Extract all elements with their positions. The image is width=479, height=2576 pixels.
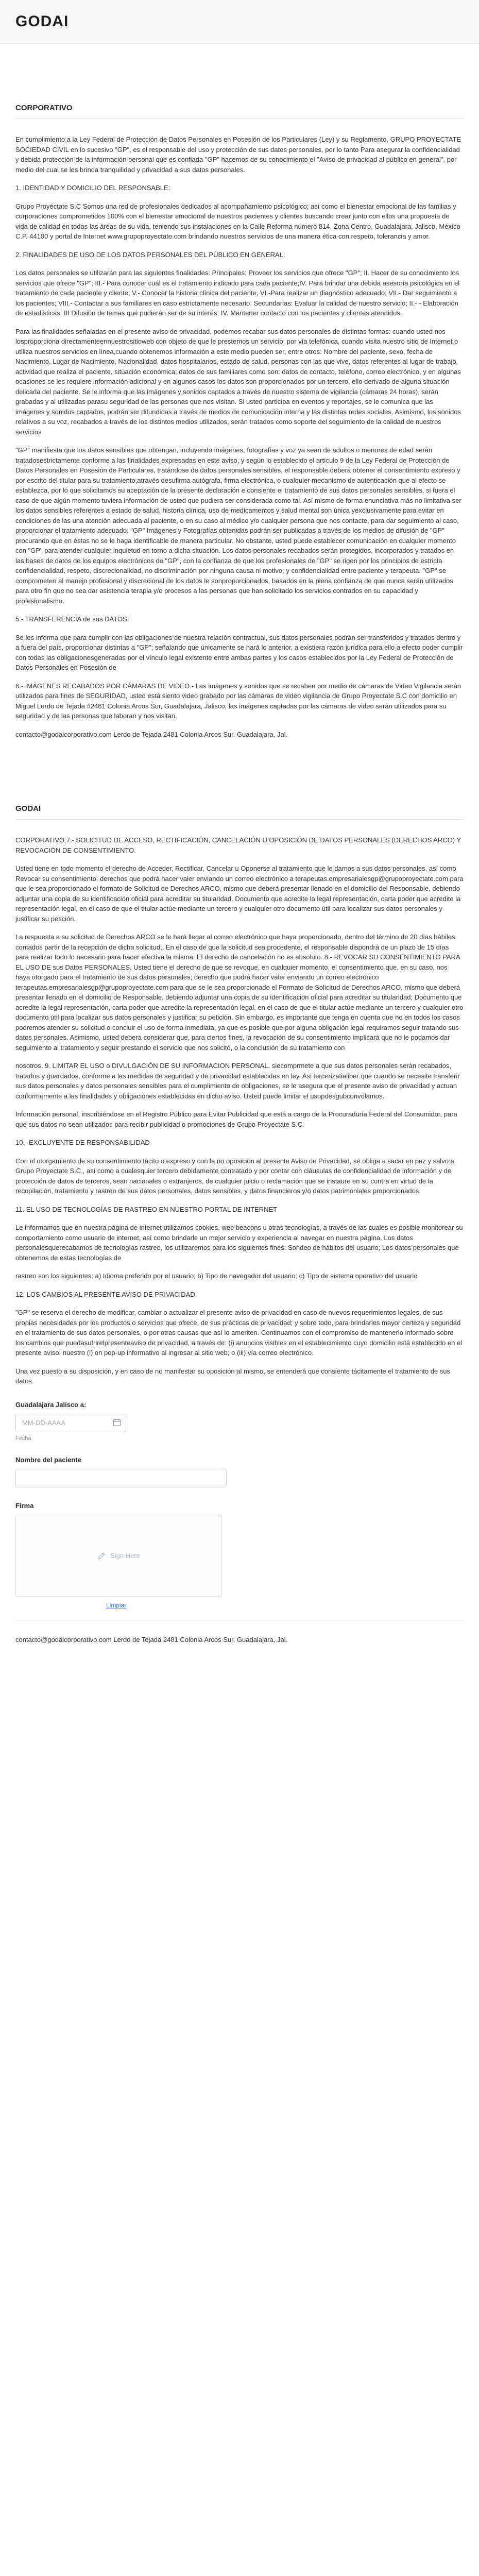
signature-field-group [15,1502,464,1609]
signature-pad[interactable] [15,1515,221,1597]
section-title-corporativo: CORPORATIVO [15,44,464,119]
paragraph: Para las finalidades señaladas en el presente aviso de privacidad, podemos recabar sus datos personales de distintas formas: cuando usted nos losproporciona directamenteennuestrositioweb con objeto de que le prestemos un servicio; por vía telefónica, cuando visita nuestro sitio de Internet o utiliza nuestros servicios en línea,cuando obtenemos información a este medio pueden ser, entre otros: Nombre del paciente, sexo, fecha de Nacimiento, Lugar de Nacimiento, Nacionalidad, datos hospitalarios, estado de salud, personas con las que vive, datos referentes al lugar de trabajo, actividad que realiza el paciente, situación económica; datos de sus familiares como son: datos de contacto, teléfono, correo electrónico, y en algunas ocasiones se les requiere información adicional y en algunos casos los datos son proporcionados por un tercero, ello derivado de alguna situación delicada del paciente. Se le informa que las imágenes y sonidos captados a través de nuestro sistema de vigilancia (cámaras 24 horas), serán grabadas y al utilizadas parasu seguridad de las personas que nos visitan. Si usted participa en eventos y reportajes, se le comunica que las imágenes y sonidos captados, podrán ser difundidas a través de medios de comunicación interna y las distintas redes sociales. Asimismo, los sonidos relativos a su voz, recabados a través de los distintos medios utilizados, serán tratados como soporte del seguimiento de la calidad de nuestros servicios [15,327,461,436]
date-field-group [15,1401,464,1442]
date-help-text: Fecha [15,1435,31,1442]
paragraph: Usted tiene en todo momento el derecho de Acceder, Rectificar, Cancelar u Oponerse al tratamiento que le damos a sus datos personales, así como Revocar su consentimiento; derechos que podrá hacer valer enviando un correo electrónico a terapeutas.empresarialesgp@grupoproyectate.com para que le sea proporcionado el formato de Solicitud de Derechos ARCO, mismo que deberá presentar llenado en el domicilio del Responsable, debiendo adjuntar una copia de su identificación oficial para acreditar su titularidad. Documento que acredite la legal representación, carta poder que acredite la representación legal, en el caso de que el titular actúe mediante un tercero y cualquier otro documento útil para localizar sus datos personales y justificar su petición. [15,865,464,923]
paragraph-heading: 1. IDENTIDAD Y DOMICILIO DEL RESPONSABLE: [15,184,170,192]
paragraph: La respuesta a su solicitud de Derechos ARCO se le hará llegar al correo electrónico que haya proporcionado, dentro del término de 20 días hábiles contados partir de la recepción de dicha solicitud;. En el caso de que la solicitud sea procedente, el responsable dispondrá de un plazo de 15 días para realizar todo lo necesario para hacer efectiva la misma. El derecho de cancelación no es absoluto. 8.- REVOCAR SU CONSENTIMIENTO PARA EL USO DE sus Datos PERSONALES. Usted tiene el derecho de que se revoque, en cualquier momento, el consentimiento que, en su caso, nos haya otorgado para el tratamiento de sus datos personales; derecho que podrá hacer valer enviando un correo electrónico terapeutas.empresarialesgp@grupoproyectate.com para que se le sea proporcionado el Formato de Solicitud de Derechos ARCO, mismo que deberá presentar llenado en el domicilio de Responsable, debiendo adjuntar una copia de su identificación oficial para acreditar su titularidad; Documento que acredite la legal representación, carta poder que acredite la representación legal, en el caso de que el titular actúe mediante un tercero y cualquier otro documento útil para localizar sus datos personales y justificar su petición. Sin embargo, es importante que tenga en cuenta que no en todos los casos podremos atender su solicitud o concluir el uso de forma inmediata, ya que es posible que por alguna obligación legal requiramos seguir tratando sus datos personales. Asimismo, usted deberá considerar que, para ciertos fines, la revocación de su consentimiento implicará que no le podamos dar seguimiento al tratamiento y seguir prestando el servicio que nos solicitó, o la conclusión de su tratamiento con [15,933,464,1052]
paragraph-heading: 11. EL USO DE TECNOLOGÍAS DE RASTREO EN NUESTRO PORTAL DE INTERNET [15,1205,278,1213]
section-title-godai: GODAI [15,748,464,820]
paragraph-heading: 5.- TRANSFERENCIA de sus DATOS: [15,615,129,623]
pen-icon [97,1551,106,1561]
paragraph-heading: 12. LOS CAMBIOS AL PRESENTE AVISO DE PRIVACIDAD. [15,1290,197,1298]
paragraph-heading: CORPORATIVO 7.- SOLICITUD DE ACCESO, RECTIFICACIÓN, CANCELACIÓN U OPOSICIÓN DE DATOS PERSONALES (DERECHOS ARCO) Y REVOCACIÓN DE CONSENTIMIENTO. [15,836,461,854]
page-content [15,44,464,1645]
paragraph: "GP" se reserva el derecho de modificar, cambiar o actualizar el presente aviso de privacidad en caso de nuevos requerimientos legales, de sus propias necesidades por los productos o servicios que ofrece, de sus prácticas de privacidad; y sobre todo, para brindarles mayor certeza y seguridad en el tratamiento de sus datos personales, o por otras causas que así lo ameriten. Continuamos con el compromiso de mantenerlo informado sobre los cambios que puedasufrirelpresenteaviso de privacidad, a través de: (i) anuncios visibles en el establecimiento cuyo domicilio está establecido en el presente aviso; nuestro (i) on pop-up informativo al ingresar al sitio web; o (iii) vía correo electrónico. [15,1309,463,1357]
paragraph-heading: 2. FINALIDADES DE USO DE LOS DATOS PERSONALES DEL PÚBLICO EN GENERAL: [15,250,285,259]
calendar-icon[interactable] [113,1418,121,1427]
signature-hint-text: Sign Here [110,1552,140,1560]
contact-footer: contacto@godaicorporativo.com Lerdo de Tejada 2481 Colonia Arcos Sur. Guadalajara, Jal. [15,1635,288,1643]
paragraph: Le informamos que en nuestra página de internet utilizamos cookies, web beacons u otras tecnologías, a través de las cuales es posible monitorear su comportamiento como usuario de internet, así como brindarle un mejor servicio y experiencia al navegar en nuestra página. Los datos personalesquerecabamos de tecnologías rastreo, los utilizaremos para los siguientes fines: Sondeo de hábitos del usuario; Los datos personales que obtenemos de estas tecnologías de [15,1224,463,1262]
paragraph: En cumplimiento a la Ley Federal de Protección de Datos Personales en Posesión de los Particulares (Ley) y su Reglamento, GRUPO PROYECTATE SOCIEDAD CIVIL en lo sucesivo "GP", es el responsable del uso y protección de sus datos personales, por lo tanto Para asegurar la confidencialidad y debida protección de la información personal que es confiada "GP" hacemos de su conocimiento el "Aviso de privacidad al público en general", por medio del cual se les brinda tranquilidad y privacidad a sus datos personales. [15,135,461,174]
page-header [0,0,479,44]
date-label: Guadalajara Jalisco a: [15,1400,87,1409]
signature-hint [97,1551,140,1561]
paragraph: Se les informa que para cumplir con las obligaciones de nuestra relación contractual, sus datos personales podrán ser transferidos y tratados dentro y a fuera del país, proporcionar distintas a "GP"; señalando que únicamente se hará lo anterior, a existiera razón jurídica para ello a efecto poder cumplir con todas las obligacionesgeneradas por el vínculo legal existente entre ambas partes y los casos establecidos por la Ley Federal de Protección de Datos Personales en Posesión de [15,633,463,671]
brand-logo: GODAI [15,13,69,30]
paragraph: Información personal, inscribiéndose en el Registro Público para Evitar Publicidad que está a cargo de la Procuraduría Federal del Consumidor, para que sus datos no sean utilizados para recibir publicidad o promociones de Grupo Proyectate S.C. [15,1110,457,1128]
paragraph: "GP" manifiesta que los datos sensibles que obtengan, incluyendo imágenes, fotografías y voz ya sean de adultos o menores de edad serán tratadosestrictamente conforme a las finalidades expresadas en este aviso, y según lo establecido el artículo 9 de la Ley Federal de Protección de Datos Personales en Posesión de Particulares, tratándose de datos personales sensibles, el responsable deberá obtener el consentimiento expreso y por escrito del titular para su tratamiento,através desufirma autógrafa, firma electrónica, o cualquier mecanismo de autenticación que al efecto se establezca, por lo que solicitamos su aceptación de la presente declaración e consiente el tratamiento de sus datos personales sensibles, si fuera el caso de que algún momento tuviera información de usted que pudiera ser considerada como tal. Así mismo de forma enunciativa más no limitativa ser los datos sensibles referentes a estado de salud, historia clínica, uso de medicamentos y salud mental son única yexclusivamente para evitar en condiciones de las una atención adecuada al paciente, o en su caso al médico y/o cualquier persona que nos contacte, para dar seguimiento al caso, proporcionar el tratamiento adecuado. "GP" Imágenes y Fotografías obtenidas podrán ser publicadas a través de los medios de difusión de "GP" procurando que en éstas no se le haga identificable de manera particular. No obstante, usted puede establecer comunicación en cualquier momento con "GP" para atender cualquier inquietud en torno a dicha situación. Los datos personales recabados serán protegidos, incorporados y tratados en las bases de datos de los equipos electrónicos de "GP", con la confianza de que los profesionales de "GP" se rigen por los principios de estricta confidencialidad, respeto, discrecionalidad, no discriminación por ninguna causa ni motivo; y confidencialidad entre paciente y terapeuta. "GP" se comprometen al manejo profesional y discrecional de los datos le sonproporcionados, basados en la plena confianza de que nunca serán utilizados para otro fin que no sea dar asistencia terapia y/o procesos a las personas que han solicitado los servicios contrados en su capacidad y profesionalismo. [15,446,461,605]
contact-line: contacto@godaicorporativo.com Lerdo de Tejada 2481 Colonia Arcos Sur. Guadalajara, Jal. [15,730,288,738]
patient-name-input[interactable] [15,1469,227,1487]
paragraph: nosotros. 9. LIMITAR EL USO o DIVULGACIÓN DE SU INFORMACION PERSONAL. siecomprmete a que sus datos personales serán recabados, tratados y guardados, conforme a las medidas de seguridad y de privacidad establecidas en ley. Asi tercerizatialiber que cuando se necesite transferir sus datos personales y datos personales sensibles para el cumplimiento de obligaciones, se le asegura que el presente aviso de privacidad y actuan conformemente a las finalidades y obligaciones establecidas en dicho aviso. Usted puede limitar el usopdesgubconvolamos. [15,1062,460,1100]
paragraph: Los datos personales se utilizarán para las siguientes finalidades: Principales: Proveer los servicios que ofrece "GP"; II. Hacer de su conocimiento los servicios que ofrece "GP"; III.- Para conocer cuál es el tratamiento indicado para cada paciente;IV. Para brindar una debida asesoría psicológica en el tratamiento de cada paciente y cliente; V.- Conocer la historia clínica del paciente, VI.-Para realizar un diagnóstico adecuado; VII.- Dar seguimiento a los pacientes; VIII.- Contactar a sus familiares en caso estrictamente necesario. Secundarias: Evaluar la calidad de nuestro servicio; II.- - Elaboración de estadísticas. III Difusión de temas que pudieran ser de su interés; IV. Mantener contacto con los pacientes y clientes atendidos. [15,269,460,317]
paragraph: Una vez puesto a su disposición, y en caso de no manifestar su oposición al mismo, se entenderá que consiente tácitamente el tratamiento de sus datos. [15,1367,451,1385]
date-input[interactable] [15,1414,126,1432]
signature-label: Firma [15,1501,34,1510]
clear-signature-button[interactable]: Limpiar [103,1601,129,1609]
paragraph-heading: 10.- EXCLUYENTE DE RESPONSABILIDAD [15,1139,150,1146]
name-label: Nombre del paciente [15,1455,81,1464]
name-field-group [15,1456,464,1487]
paragraph: 6.- IMÁGENES RECABADOS POR CÁMARAS DE VIDEO.- Las imágenes y sonidos que se recaben por medio de cámaras de Video Vigilancia serán utilizados para fines de SEGURIDAD, usted está siento video grabado por las cámaras de video vigilancia de Grupo Proyectate S.C con domicilio en Miguel Lerdo de Tejada #2481 Colonia Arcos Sur, Guadalajara, Jalisco, las imágenes captadas por las cámaras de video serán utilizados para su seguridad y de las personas que laboran y nos visitan. [15,682,461,720]
paragraph: Grupo Proyéctate S.C Somos una red de profesionales dedicados al acompañamiento psicológico; así como el bienestar emocional de las familias y corporaciones comprometidos 100% con el bienestar emocional de nuestros pacientes y clientes buscando crear junto con ellos una propuesta de vida de calidad en todas las áreas de su vida, teniendo sus instalaciones en la Calle Reforma número 814, Zona Centro, Guadalajara, Jalisco, México C.P. 44100 y portal de Internet www.grupoproyectate.com brindando nuestros servicios de una manera ética con respeto, tolerancia y amor. [15,202,460,240]
paragraph: Con el otorgamiento de su consentimiento tácito o expreso y con la no oposición al presente Aviso de Privacidad, se obliga a sacar en paz y salvo a Grupo Proyectate S.C., así como a cualesquier tercero debidamente contratado y por contar con cláusulas de confidencialidad de información y de protección de datos de terceros, sean nacionales o extranjeros, de cualquier juicio o reclamación que se instaure en su contra en virtud de la recopilación, tratamiento y rastreo de sus datos personales, datos sensibles, y datos financieros y/o datos patrimoniales proporcionados. [15,1157,454,1195]
paragraph: rastreo son los siguientes: a) Idioma preferido por el usuario; b) Tipo de navegador del usuario; c) Tipo de sistema operativo del usuario [15,1272,418,1280]
date-input-wrapper [15,1414,126,1432]
